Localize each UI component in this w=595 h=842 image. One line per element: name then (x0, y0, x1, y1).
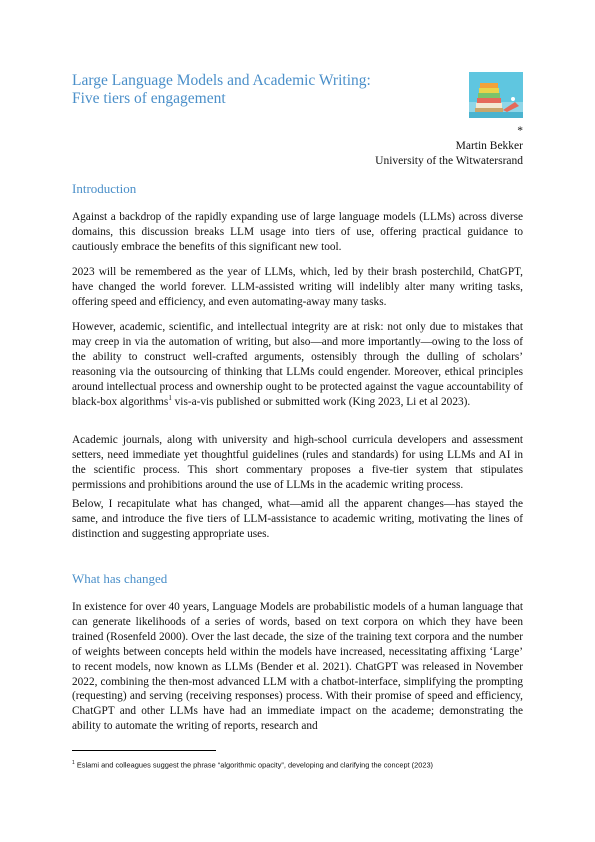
changed-paragraph-1: In existence for over 40 years, Language Models are probabilistic models of a human language that can generate likelihoods of a series of words, based on text corpora on which they have been trained (Rosenfeld 2000). Over the last decade, the size of the training text corpora and the number of weights between concepts held within the models have increased, necessitating affixing ‘Large’ to recent models, now known as LLMs (Bender et al. 2021). ChatGPT was released in November 2022, combining the then-most advanced LLM with a chatbot-interface, simplifying the prompting (requesting) and serving (receiving responses) process. With their promise of speed and efficiency, ChatGPT and other LLMs have had an immediate impact on the academe; demonstrating the ability to automate the writing of reports, research and (72, 601, 523, 733)
intro-paragraph-3-tail: vis-a-vis published or submitted work (King 2023, Li et al 2023). (171, 395, 471, 408)
section-heading-what-has-changed: What has changed (72, 571, 168, 586)
footnote-ref-1[interactable]: 1 (168, 393, 172, 402)
author-block (375, 124, 523, 169)
cover-illustration (469, 72, 523, 118)
paper-title (72, 72, 371, 108)
intro-paragraph-1: Against a backdrop of the rapidly expanding use of large language models (LLMs) across diverse domains, this discussion breaks LLM usage into tiers of use, offering practical guidance to cautiously embrace the benefits of this significant new tool. (72, 211, 523, 253)
footnote-divider (72, 750, 216, 751)
author-name: Martin Bekker (455, 140, 523, 152)
footnote-1 (72, 758, 523, 770)
intro-paragraph-2: 2023 will be remembered as the year of LLMs, which, led by their brash posterchild, ChatGPT, have changed the world forever. LLM-assisted writing will indelibly alter many writing tasks, offering speed and efficiency, and even automating-away many tasks. (72, 266, 523, 308)
intro-paragraph-4: Academic journals, along with university and high-school curricula developers and assessment setters, need immediate yet thoughtful guidelines (rules and standards) for using LLMs and AI in the scientific process. This short commentary proposes a five-tier system that stipulates permissions and prohibitions around the use of LLMs in the academic writing process. (72, 434, 523, 491)
footnote-text: Eslami and colleagues suggest the phrase “algorithmic opacity”, developing and clarifying the concept (2023) (74, 760, 434, 770)
intro-paragraph-3 (72, 320, 523, 409)
intro-paragraph-3-text: However, academic, scientific, and intellectual integrity are at risk: not only due to mistakes that may creep in via the automation of writing, but also—and more importantly—owing to the loss of the ability to construct well-crafted arguments, ostensibly through the dulling of scholars’ reasoning via the outsourcing of thinking that LLMs could engender. Moreover, ethical principles around intellectual process and ownership ought to be protected against the vague accountability of black-box algorithms (72, 321, 523, 408)
illustration-image (469, 72, 523, 118)
section-heading-introduction: Introduction (72, 181, 137, 196)
title-line-2: Five tiers of engagement (72, 90, 226, 107)
intro-paragraph-5: Below, I recapitulate what has changed, what—amid all the apparent changes—has stayed the same, and introduce the five tiers of LLM-assistance to academic writing, motivating the lines of distinction and suggesting appropriate uses. (72, 498, 523, 540)
title-line-1: Large Language Models and Academic Writing: (72, 72, 371, 89)
author-affiliation: University of the Witwatersrand (375, 155, 523, 167)
author-marker: * (517, 125, 523, 137)
footnote-number: 1 (72, 760, 75, 766)
